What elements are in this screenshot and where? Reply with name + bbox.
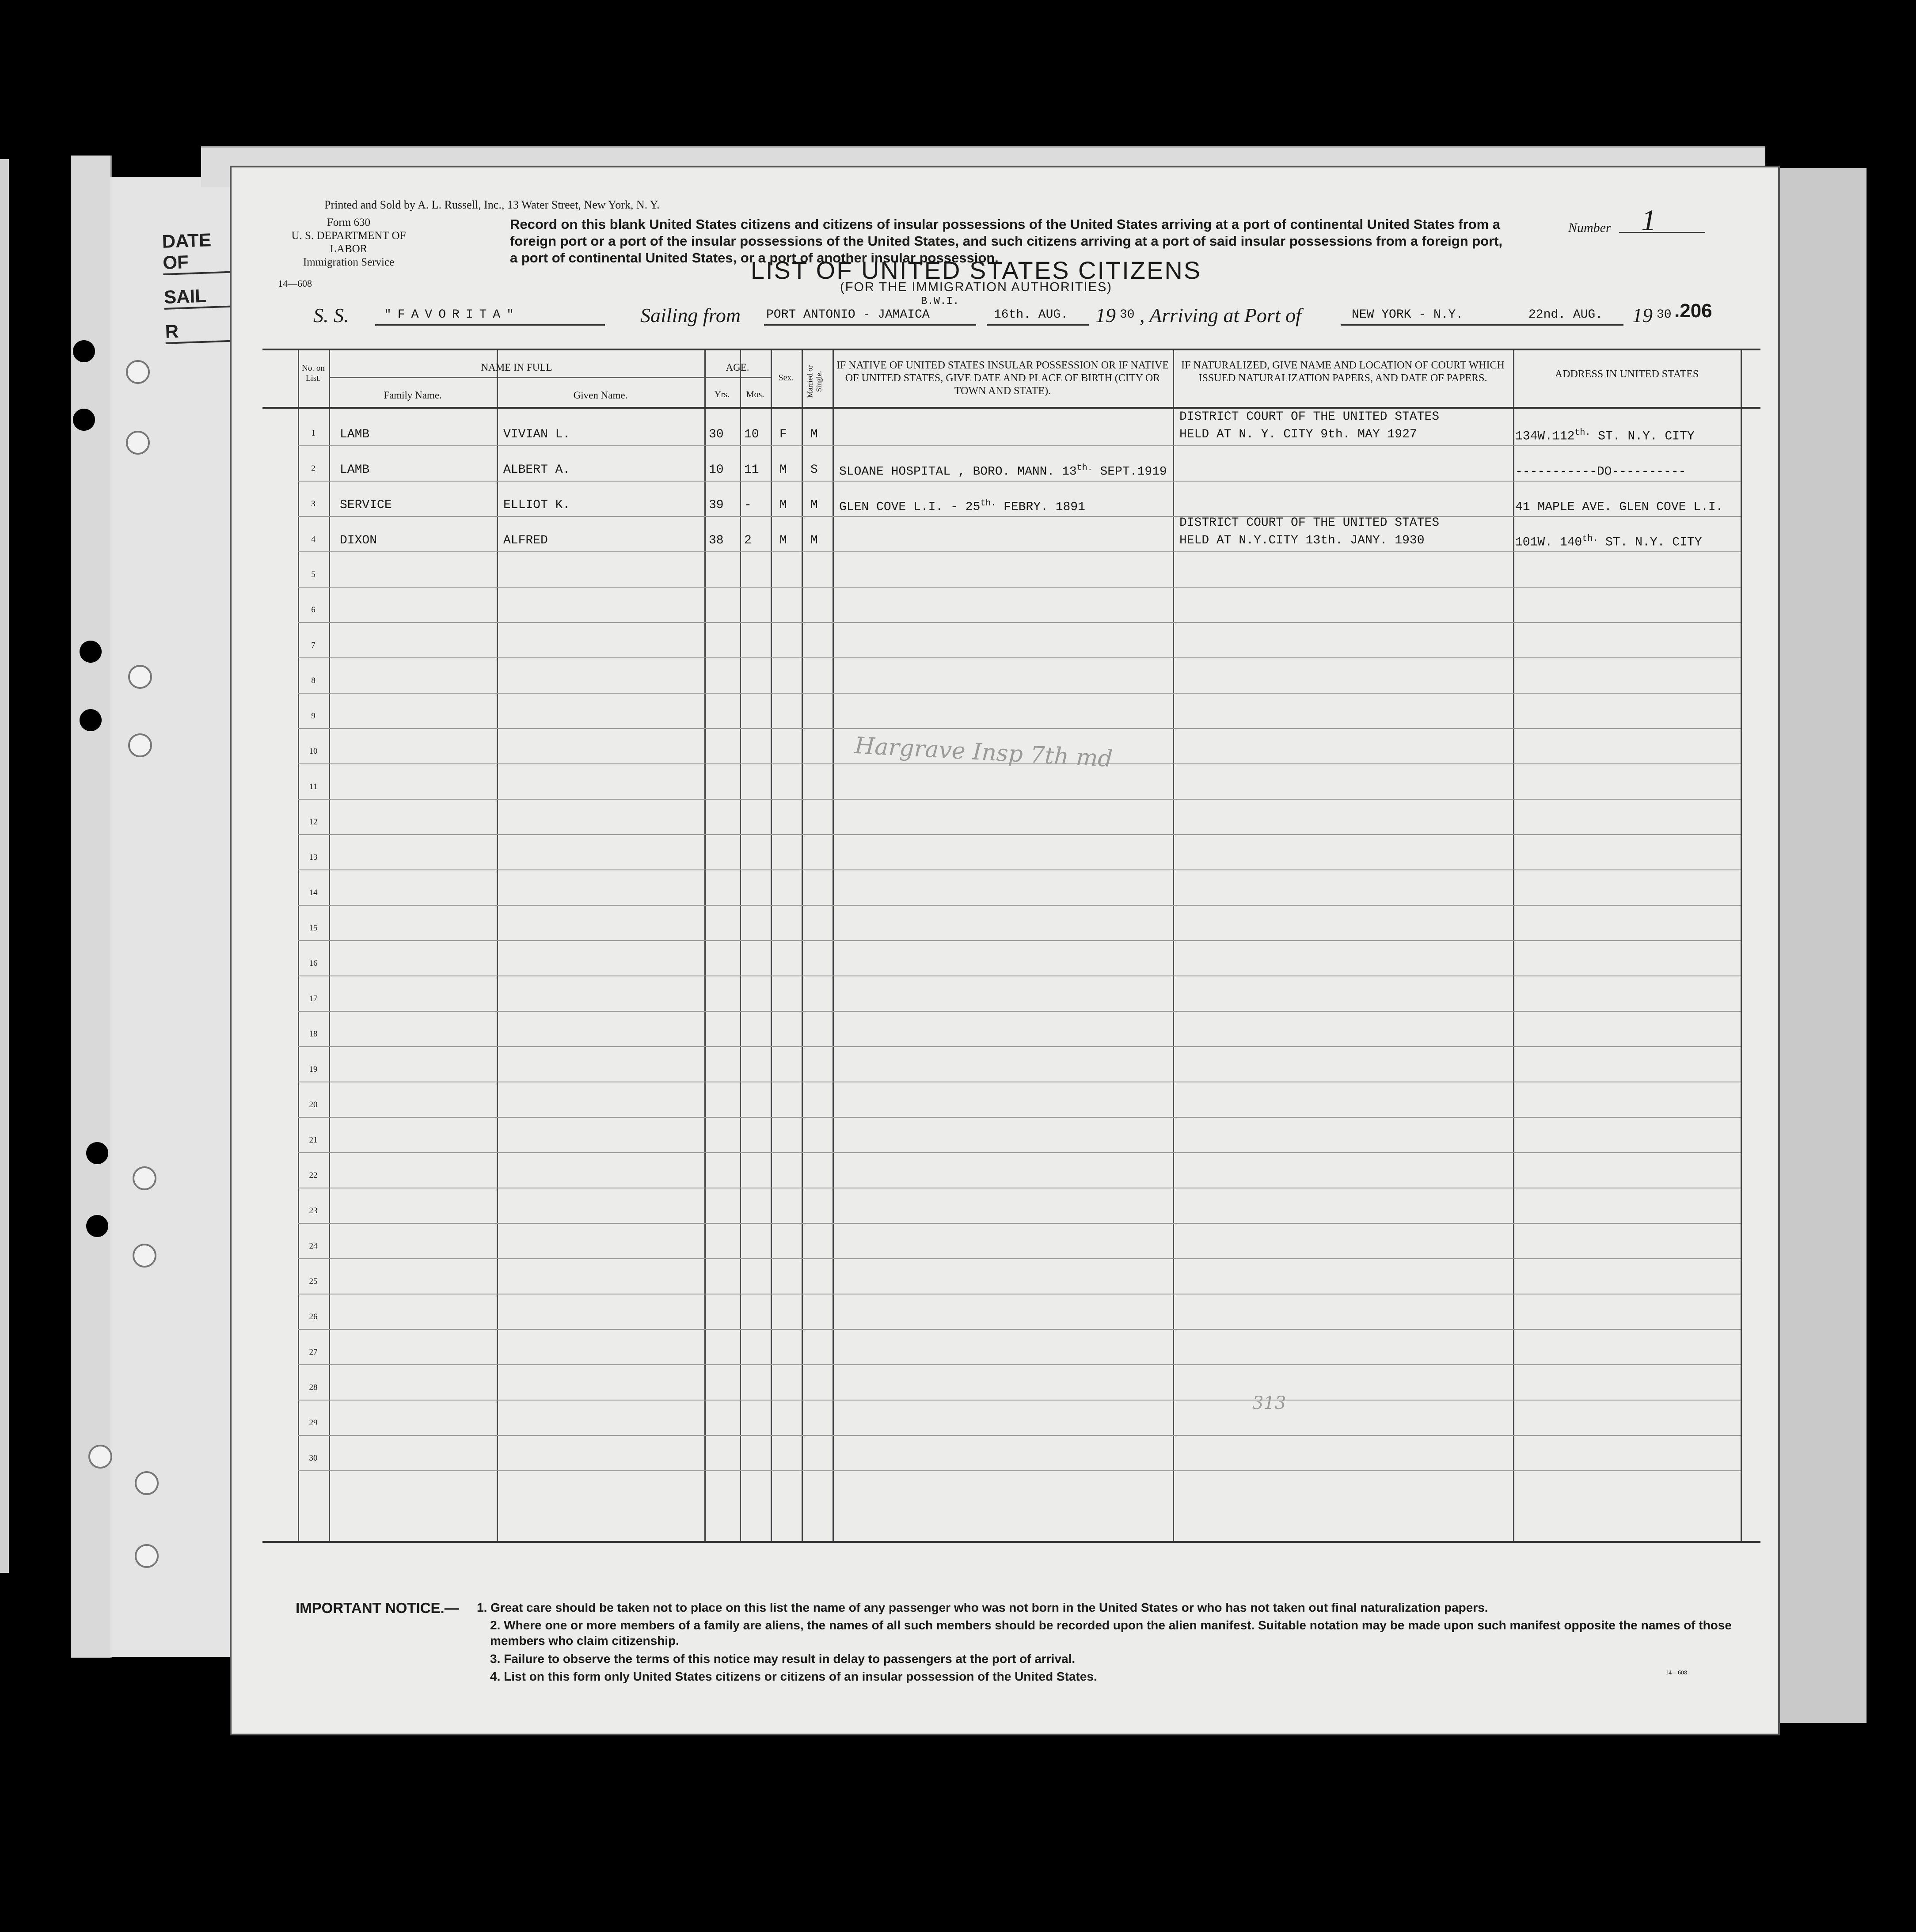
row-number: 1 xyxy=(311,429,316,438)
punch-hole xyxy=(80,641,102,663)
passenger-sex: M xyxy=(779,463,787,477)
number-label: Number xyxy=(1568,220,1611,235)
row-number: 18 xyxy=(309,1029,318,1039)
from-port-note: B.W.I. xyxy=(921,296,959,307)
row-number: 13 xyxy=(309,853,318,862)
notice-item-2: 2. Where one or more members of a family are aliens, the names of all such members should be recorded upon the alien manifest. Suitable notation may be made upon such manifest opposite the names of those members who claim citizenship. xyxy=(490,1618,1732,1647)
passenger-given-name: ELLIOT K. xyxy=(503,498,570,512)
manifest-sheet xyxy=(230,166,1780,1735)
row-rule xyxy=(298,622,1741,623)
row-number: 15 xyxy=(309,923,318,933)
to-port: NEW YORK - N.Y. xyxy=(1352,308,1464,322)
passenger-age-years: 38 xyxy=(709,534,724,547)
row-number: 8 xyxy=(311,676,316,685)
row-rule xyxy=(298,1329,1741,1330)
passenger-address: $134W.112^{th.}$ ST. N.Y. CITY xyxy=(1515,428,1695,444)
header-age: AGE. xyxy=(726,362,749,373)
passenger-sex: M xyxy=(779,498,787,512)
number-underline xyxy=(1619,232,1705,233)
notice-heading: IMPORTANT NOTICE.— xyxy=(296,1600,459,1616)
row-number: 7 xyxy=(311,641,316,650)
header-address: ADDRESS IN UNITED STATES xyxy=(1555,368,1699,380)
left-edge-strip xyxy=(0,159,9,1573)
row-number: 16 xyxy=(309,959,318,968)
punch-hole xyxy=(126,431,150,455)
punch-hole xyxy=(86,1142,108,1164)
passenger-age-years: 30 xyxy=(709,428,724,441)
date-stamp: DATE OF SAIL R xyxy=(162,228,240,337)
row-number: 27 xyxy=(309,1347,318,1357)
column-rule xyxy=(329,350,330,1541)
row-number: 12 xyxy=(309,817,318,827)
row-rule xyxy=(298,587,1741,588)
row-rule xyxy=(298,728,1741,729)
header-naturalized: IF NATURALIZED, GIVE NAME AND LOCATION OF COURT WHICH ISSUED NATURALIZATION PAPERS, AND DATE OF PAPERS. xyxy=(1181,360,1505,384)
passenger-birth-info: GLEN COVE L.I. - $25^{th.}$ FEBRY. 1891 xyxy=(839,498,1085,514)
from-port: PORT ANTONIO - JAMAICA xyxy=(766,308,930,322)
row-number: 6 xyxy=(311,605,316,615)
passenger-sex: M xyxy=(779,534,787,547)
pencil-annotation: Hargrave Insp 7th md xyxy=(854,732,1114,773)
record-instructions: Record on this blank United States citizens and citizens of insular possessions of the United States arriving at a port of continental United States from a foreign port or a port of the insular possessions of the United States, and such citizens arriving at a port of said insular possessions from a foreign port, a port of continental United States, or a port of another insular possession. xyxy=(510,216,1503,266)
ship-underline xyxy=(375,324,605,326)
sail-year-prefix: 19 xyxy=(1095,304,1116,326)
punch-hole xyxy=(80,709,102,731)
header-no: No. on List. xyxy=(302,364,325,383)
right-backing-sheet xyxy=(1776,168,1867,1723)
punch-hole xyxy=(86,1215,108,1237)
row-rule xyxy=(298,657,1741,658)
header-bottom-rule xyxy=(262,407,1760,409)
header-name-in-full: NAME IN FULL xyxy=(481,362,552,373)
pencil-mark: 313 xyxy=(1252,1393,1286,1413)
punch-hole xyxy=(135,1544,159,1568)
passenger-age-months: 11 xyxy=(744,463,759,477)
sail-year: 30 xyxy=(1120,308,1135,322)
passenger-given-name: ALBERT A. xyxy=(503,463,570,477)
passenger-marital-status: S xyxy=(810,463,818,477)
passenger-address: 41 MAPLE AVE. GLEN COVE L.I. xyxy=(1515,500,1723,514)
passenger-naturalization-details: HELD AT N.Y.CITY 13th. JANY. 1930 xyxy=(1179,534,1425,547)
passenger-marital-status: M xyxy=(810,498,818,512)
row-number: 26 xyxy=(309,1312,318,1321)
arrive-date: 22nd. AUG. xyxy=(1528,308,1603,322)
row-rule xyxy=(298,1011,1741,1012)
row-rule xyxy=(298,551,1741,552)
passenger-given-name: ALFRED xyxy=(503,534,548,547)
sail-date: 16th. AUG. xyxy=(994,308,1068,322)
row-number: 21 xyxy=(309,1135,318,1145)
to-port-underline xyxy=(1341,324,1623,326)
arrive-year: 30 xyxy=(1657,308,1672,322)
ship-name: "FAVORITA" xyxy=(384,308,521,322)
punch-hole xyxy=(73,409,95,431)
arrive-year-prefix: 19 xyxy=(1632,304,1653,326)
row-number: 23 xyxy=(309,1206,318,1215)
passenger-family-name: LAMB xyxy=(340,428,370,441)
column-rule xyxy=(771,350,772,1541)
column-rule xyxy=(802,350,803,1541)
sailing-label: Sailing from xyxy=(640,304,741,326)
passenger-naturalization-details: HELD AT N. Y. CITY 9th. MAY 1927 xyxy=(1179,428,1417,441)
header-family-name: Family Name. xyxy=(384,390,442,401)
binder-edge xyxy=(71,156,112,1658)
column-rule xyxy=(833,350,834,1541)
punch-hole xyxy=(126,360,150,384)
row-number: 10 xyxy=(309,747,318,756)
passenger-naturalization-court: DISTRICT COURT OF THE UNITED STATES xyxy=(1179,516,1440,530)
header-mos: Mos. xyxy=(746,390,764,399)
row-rule xyxy=(298,905,1741,906)
row-rule xyxy=(298,1258,1741,1259)
page-subtitle: (FOR THE IMMIGRATION AUTHORITIES) xyxy=(840,280,1112,294)
passenger-age-months: 10 xyxy=(744,428,759,441)
row-number: 17 xyxy=(309,994,318,1003)
passenger-sex: F xyxy=(779,428,787,441)
row-number: 29 xyxy=(309,1418,318,1427)
passenger-marital-status: M xyxy=(810,534,818,547)
row-rule xyxy=(298,1117,1741,1118)
row-rule xyxy=(298,869,1741,870)
passenger-age-months: - xyxy=(744,498,752,512)
header-given-name: Given Name. xyxy=(573,390,628,401)
printer-line: Printed and Sold by A. L. Russell, Inc., 13 Water Street, New York, N. Y. xyxy=(324,198,660,211)
column-rule xyxy=(1513,350,1514,1541)
punch-hole xyxy=(88,1445,112,1469)
row-rule xyxy=(298,481,1741,482)
row-number: 19 xyxy=(309,1065,318,1074)
passenger-age-years: 10 xyxy=(709,463,724,477)
ss-label: S. S. xyxy=(313,304,349,326)
row-number: 2 xyxy=(311,464,316,473)
row-number: 24 xyxy=(309,1241,318,1251)
row-rule xyxy=(298,1435,1741,1436)
passenger-age-months: 2 xyxy=(744,534,752,547)
row-number: 22 xyxy=(309,1171,318,1180)
row-rule xyxy=(298,445,1741,446)
header-rule xyxy=(704,377,771,378)
row-rule xyxy=(298,834,1741,835)
sail-date-underline xyxy=(987,324,1089,326)
row-rule xyxy=(298,1364,1741,1365)
passenger-naturalization-court: DISTRICT COURT OF THE UNITED STATES xyxy=(1179,410,1440,424)
row-rule xyxy=(298,1152,1741,1153)
row-number: 28 xyxy=(309,1383,318,1392)
form-code: 14—608 xyxy=(278,278,312,289)
page-title: LIST OF UNITED STATES CITIZENS xyxy=(750,256,1202,284)
passenger-family-name: SERVICE xyxy=(340,498,392,512)
punch-hole xyxy=(133,1166,156,1190)
notice-item-3: 3. Failure to observe the terms of this notice may result in delay to passengers at the port of arrival. xyxy=(490,1652,1076,1666)
row-rule xyxy=(298,799,1741,800)
header-married-single: Married or Single. xyxy=(806,365,823,398)
column-rule xyxy=(1741,350,1742,1541)
row-rule xyxy=(298,693,1741,694)
column-rule xyxy=(1173,350,1174,1541)
header-rule xyxy=(329,377,704,378)
header-sex: Sex. xyxy=(778,373,794,383)
row-rule xyxy=(298,1046,1741,1047)
row-rule xyxy=(298,1223,1741,1224)
row-rule xyxy=(298,516,1741,517)
passenger-family-name: LAMB xyxy=(340,463,370,477)
row-number: 3 xyxy=(311,499,316,509)
column-rule xyxy=(740,350,741,1541)
header-yrs: Yrs. xyxy=(715,390,730,399)
row-number: 30 xyxy=(309,1454,318,1463)
number-value: 1 xyxy=(1641,203,1656,237)
header-birth: IF NATIVE OF UNITED STATES INSULAR POSSESSION OR IF NATIVE OF UNITED STATES, GIVE DATE AND PLACE OF BIRTH (CITY OR TOWN AND STATE). xyxy=(836,360,1169,397)
row-rule xyxy=(298,1400,1741,1401)
punch-hole xyxy=(128,733,152,757)
punch-hole xyxy=(73,340,95,362)
row-rule xyxy=(298,1470,1741,1471)
row-number: 9 xyxy=(311,711,316,721)
notice-item-4: 4. List on this form only United States citizens or citizens of an insular possession of the United States. xyxy=(490,1670,1097,1683)
passenger-marital-status: M xyxy=(810,428,818,441)
row-number: 4 xyxy=(311,535,316,544)
passenger-table xyxy=(262,349,1760,1543)
column-rule xyxy=(298,350,299,1541)
passenger-address: -----------DO---------- xyxy=(1515,465,1686,479)
column-rule xyxy=(704,350,706,1541)
passenger-given-name: VIVIAN L. xyxy=(503,428,570,441)
passenger-address: 101W. $140^{th.}$ ST. N.Y. CITY xyxy=(1515,534,1702,550)
punch-hole xyxy=(128,665,152,689)
footer-code: 14—608 xyxy=(1665,1670,1687,1676)
row-rule xyxy=(298,940,1741,941)
row-number: 20 xyxy=(309,1100,318,1109)
passenger-birth-info: SLOANE HOSPITAL , BORO. MANN. $13^{th.}$ SEPT.1919 xyxy=(839,463,1167,479)
notice-item-1: 1. Great care should be taken not to place on this list the name of any passenger who was not born in the United States or who has not taken out final naturalization papers. xyxy=(477,1601,1488,1614)
row-number: 11 xyxy=(309,782,318,791)
row-number: 5 xyxy=(311,570,316,579)
punch-hole xyxy=(133,1244,156,1268)
passenger-age-years: 39 xyxy=(709,498,724,512)
row-number: 14 xyxy=(309,888,318,897)
stamped-number: .206 xyxy=(1674,300,1712,322)
punch-hole xyxy=(135,1471,159,1495)
column-rule xyxy=(497,350,498,1541)
passenger-family-name: DIXON xyxy=(340,534,377,547)
from-port-underline xyxy=(764,324,976,326)
form-number-block: Form 630 U. S. DEPARTMENT OF LABOR Immigration Service xyxy=(291,216,406,268)
row-rule xyxy=(298,975,1741,976)
arriving-label: , Arriving at Port of xyxy=(1140,304,1301,326)
row-number: 25 xyxy=(309,1277,318,1286)
